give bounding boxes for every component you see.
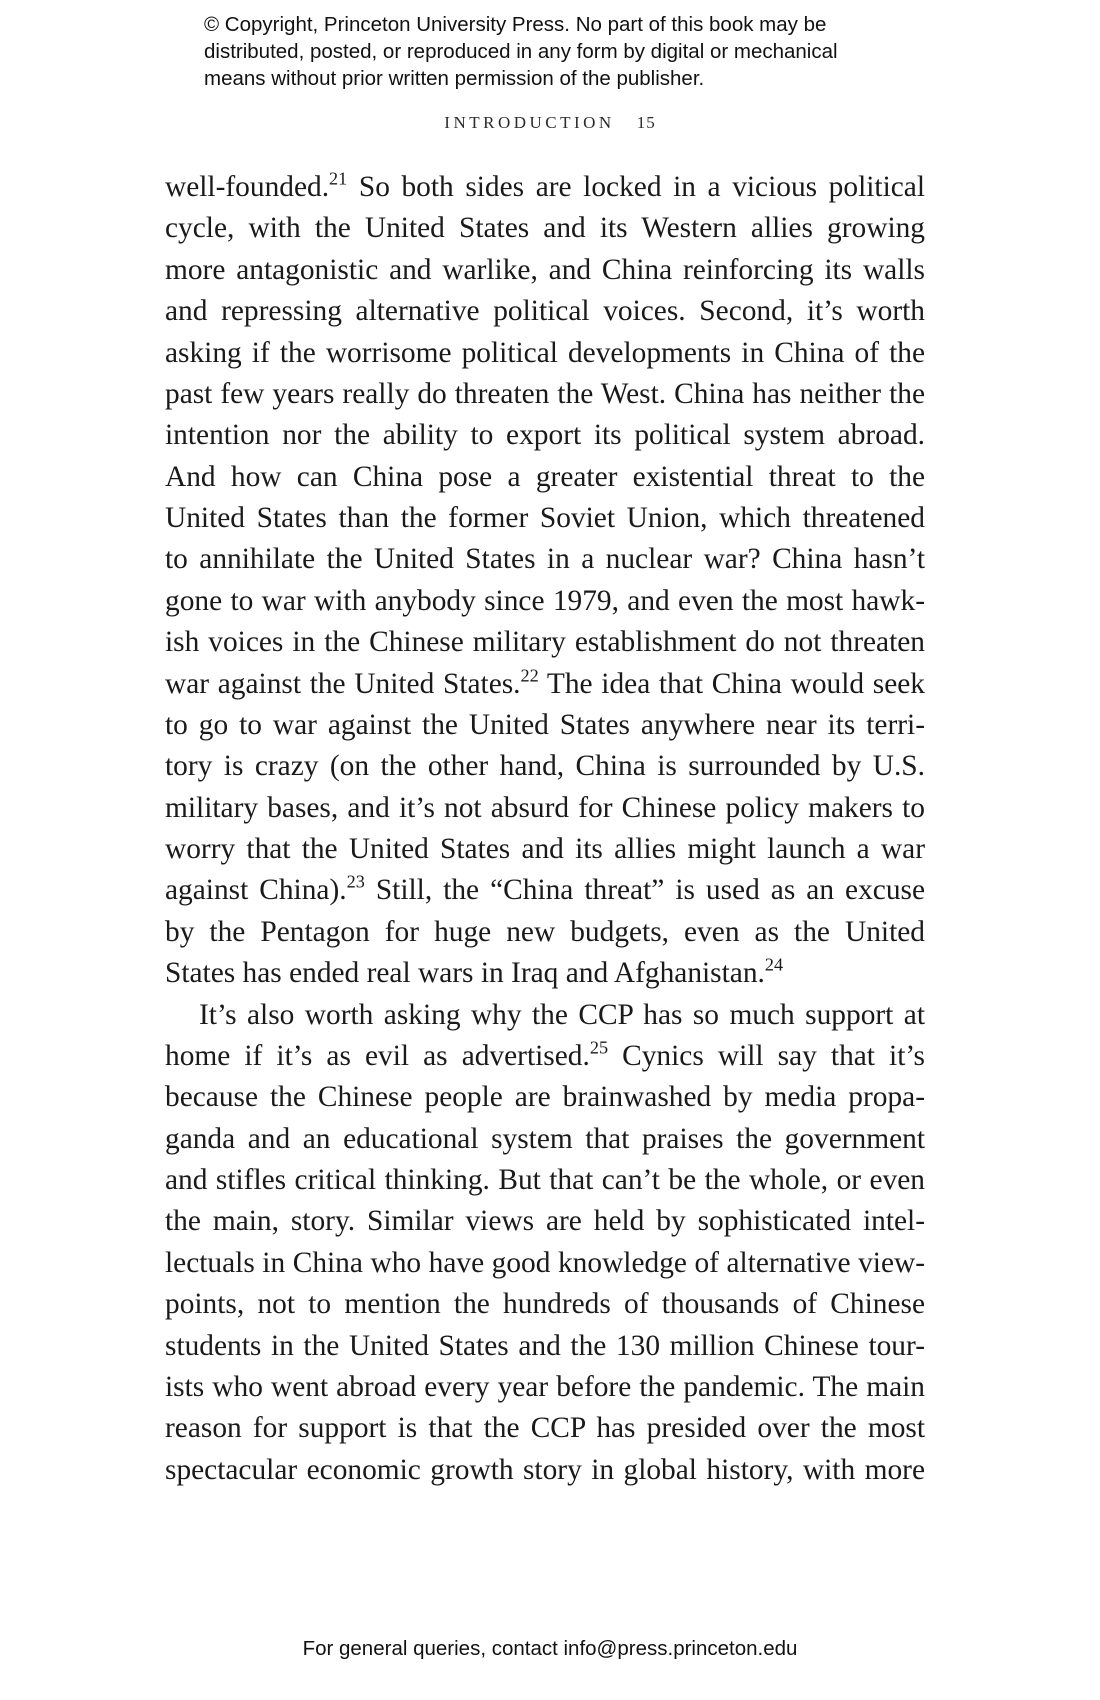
line-text: to go to war against the United States anywhere near its terri- <box>165 708 925 741</box>
footnote-marker[interactable]: 23 <box>346 872 365 893</box>
line-text: gone to war with anybody since 1979, and even the most hawk- <box>165 584 925 617</box>
copyright-notice <box>204 11 924 92</box>
line-text: worry that the United States and its allies might launch a war <box>165 833 925 865</box>
text-line <box>165 457 925 498</box>
line-text: intention nor the ability to export its political system abroad. <box>165 419 925 452</box>
line-text: war against the United States. <box>165 667 521 700</box>
line-text: and repressing alternative political voices. Second, it’s worth <box>165 295 925 328</box>
page-number: 15 <box>636 113 656 132</box>
line-text: The idea that China would seek <box>538 667 925 700</box>
body-text <box>165 167 925 1491</box>
line-text: students in the United States and the 130 million Chinese tour- <box>165 1329 925 1362</box>
line-text: against China). <box>165 874 347 907</box>
text-line <box>165 1036 925 1077</box>
line-text: United States than the former Soviet Union, which threatened <box>165 502 925 534</box>
footnote-marker[interactable]: 21 <box>329 168 348 189</box>
footer-contact: For general queries, contact info@press.princeton.edu <box>302 1637 798 1660</box>
text-line <box>165 498 925 539</box>
paragraph-1 <box>165 167 925 995</box>
chapter-title: INTRODUCTION <box>444 113 615 132</box>
text-line <box>165 788 925 829</box>
text-line <box>165 1408 925 1449</box>
text-line <box>165 291 925 332</box>
line-text: past few years really do threaten the West. China has neither the <box>165 377 925 410</box>
text-line <box>165 374 925 415</box>
text-line <box>165 622 925 663</box>
line-text: ish voices in the Chinese military establishment do not threaten <box>165 626 925 659</box>
line-text: to annihilate the United States in a nuclear war? China hasn’t <box>165 543 925 576</box>
text-line <box>165 664 925 705</box>
line-text: So both sides are locked in a vicious political <box>347 171 925 203</box>
line-text: well-founded. <box>165 171 330 203</box>
text-line <box>165 870 925 911</box>
line-text: Still, the “China threat” is used as an excuse <box>364 874 926 907</box>
line-text: because the Chinese people are brainwashed by media propa- <box>165 1081 925 1114</box>
line-text: by the Pentagon for huge new budgets, even as the United <box>165 915 925 948</box>
footnote-marker[interactable]: 24 <box>764 954 784 975</box>
text-line <box>165 705 925 746</box>
line-text: the main, story. Similar views are held by sophisticated intel- <box>165 1205 925 1238</box>
text-line <box>165 912 925 953</box>
line-text: asking if the worrisome political developments in China of the <box>165 336 925 369</box>
copyright-line: © Copyright, Princeton University Press. No part of this book may be <box>204 13 827 36</box>
line-text: spectacular economic growth story in global history, with more <box>165 1453 925 1486</box>
footnote-marker[interactable]: 22 <box>520 665 539 686</box>
text-line <box>165 1284 925 1325</box>
text-line <box>165 953 925 994</box>
text-line <box>165 829 925 870</box>
line-text: And how can China pose a greater existential threat to the <box>165 460 925 493</box>
line-text: tory is crazy (on the other hand, China is surrounded by U.S. <box>165 750 925 783</box>
text-line <box>165 250 925 291</box>
text-line <box>165 167 925 208</box>
text-line <box>165 995 925 1036</box>
line-text: reason for support is that the CCP has presided over the most <box>165 1412 925 1445</box>
line-text: ists who went abroad every year before the pandemic. The main <box>165 1370 925 1403</box>
text-line <box>165 333 925 374</box>
text-line <box>165 1450 925 1491</box>
text-line <box>165 581 925 622</box>
copyright-line: means without prior written permission of the publisher. <box>204 67 705 90</box>
line-text: more antagonistic and warlike, and China reinforcing its walls <box>165 253 925 286</box>
line-text: and stifles critical thinking. But that can’t be the whole, or even <box>165 1164 925 1196</box>
text-line <box>165 746 925 787</box>
line-text: points, not to mention the hundreds of thousands of Chinese <box>165 1288 925 1321</box>
text-line <box>165 1160 925 1201</box>
line-text: military bases, and it’s not absurd for Chinese policy makers to <box>165 791 925 824</box>
text-line <box>165 1077 925 1118</box>
line-text: cycle, with the United States and its Western allies growing <box>165 212 925 245</box>
paragraph-2 <box>165 995 925 1492</box>
footnote-marker[interactable]: 25 <box>589 1037 609 1058</box>
text-line <box>165 1119 925 1160</box>
text-line <box>165 1367 925 1408</box>
text-line <box>165 1326 925 1367</box>
line-text: It’s also worth asking why the CCP has so much support at <box>199 998 925 1031</box>
line-text: ganda and an educational system that praises the government <box>165 1122 925 1155</box>
text-line <box>165 1201 925 1242</box>
line-text: lectuals in China who have good knowledge of alternative view- <box>165 1246 925 1279</box>
copyright-line: distributed, posted, or reproduced in any form by digital or mechanical <box>204 40 838 63</box>
text-line <box>165 539 925 580</box>
text-line <box>165 415 925 456</box>
text-line <box>165 208 925 249</box>
line-text: home if it’s as evil as advertised. <box>165 1039 590 1072</box>
running-head <box>0 113 1100 133</box>
line-text: States has ended real wars in Iraq and Afghanistan. <box>165 957 765 990</box>
line-text: Cynics will say that it’s <box>608 1039 925 1072</box>
text-line <box>165 1243 925 1284</box>
